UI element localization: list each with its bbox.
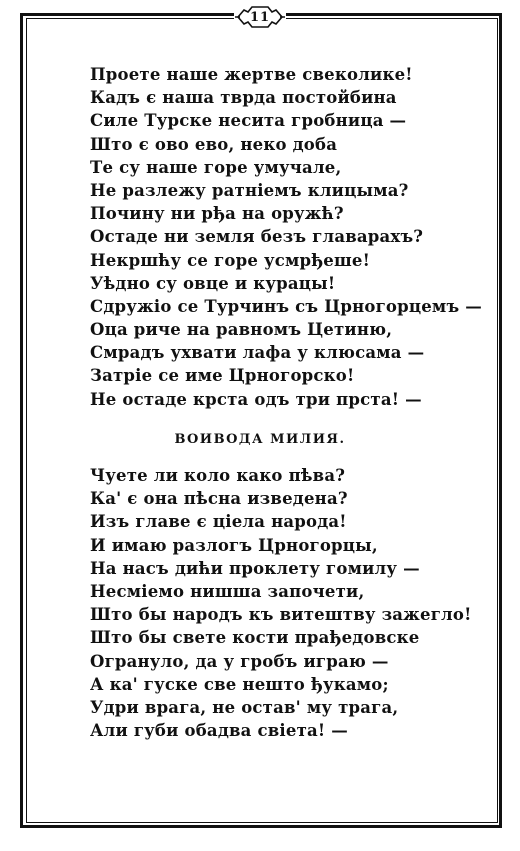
verse-line: Несмiемо нишша започети, xyxy=(90,581,365,601)
verse-line: Огрануло, да у гробъ играю — xyxy=(90,651,389,671)
verse-line: Чуете ли коло како пѣва? xyxy=(90,466,346,485)
page-number-ornament xyxy=(234,4,286,30)
verse-line: Удри врага, не остав' му трага, xyxy=(90,697,399,717)
verse-line: Смрадъ ухвати лафа у клюсама — xyxy=(90,343,425,363)
verse-line: Изъ главе є цiела народа! xyxy=(90,512,347,532)
verse-line: Силе Турске несита гробница — xyxy=(90,111,407,131)
verse-line: Али губи обадва свiета! — xyxy=(90,721,348,741)
verse-line: Затрiе се име Црногорско! xyxy=(90,366,355,386)
verse-line: Остаде ни земля безъ главарахъ? xyxy=(90,227,424,247)
verse-line: А ка' гуске све нешто ђукамо; xyxy=(90,674,389,694)
verse-line: Што бы свете кости прађедовске xyxy=(90,628,420,648)
verse-line: Кадъ є наша тврда постойбина xyxy=(90,88,397,108)
verse-line: Проете наше жертве свеколике! xyxy=(90,65,413,84)
verse-line: Сдружiо се Турчинъ съ Црногорцемъ — xyxy=(90,296,482,316)
verse-line: Ка' є она пѣсна изведена? xyxy=(90,489,348,509)
verse-line: Не остаде крста одъ три прста! — xyxy=(90,389,422,409)
verse-line: Некршћу се горе усмрђеше! xyxy=(90,250,371,270)
verse-line: Уѣдно су овце и курацы! xyxy=(90,273,336,293)
section-heading: ВОИВОДА МИЛИЯ. xyxy=(174,432,346,447)
verse-line: На насъ дићи проклету гомилу — xyxy=(90,558,420,578)
verse-line: Што бы народъ къ витештву зажегло! xyxy=(90,605,472,625)
verse-line: Почину ни рђа на оружћ? xyxy=(90,204,344,224)
verse-line: И имаю разлогъ Црногорцы, xyxy=(90,535,378,555)
verse-line: Што є ово ево, неко доба xyxy=(90,134,338,154)
poem-stanza-one xyxy=(90,63,482,411)
verse-line: Те су наше горе умучале, xyxy=(90,157,342,177)
verse-line: Оца риче на равномъ Цетиню, xyxy=(90,320,393,340)
page-number: 11 xyxy=(249,9,271,25)
poem-stanza-two xyxy=(90,464,472,742)
verse-line: Не разлежу ратнiемъ клицыма? xyxy=(90,180,409,200)
